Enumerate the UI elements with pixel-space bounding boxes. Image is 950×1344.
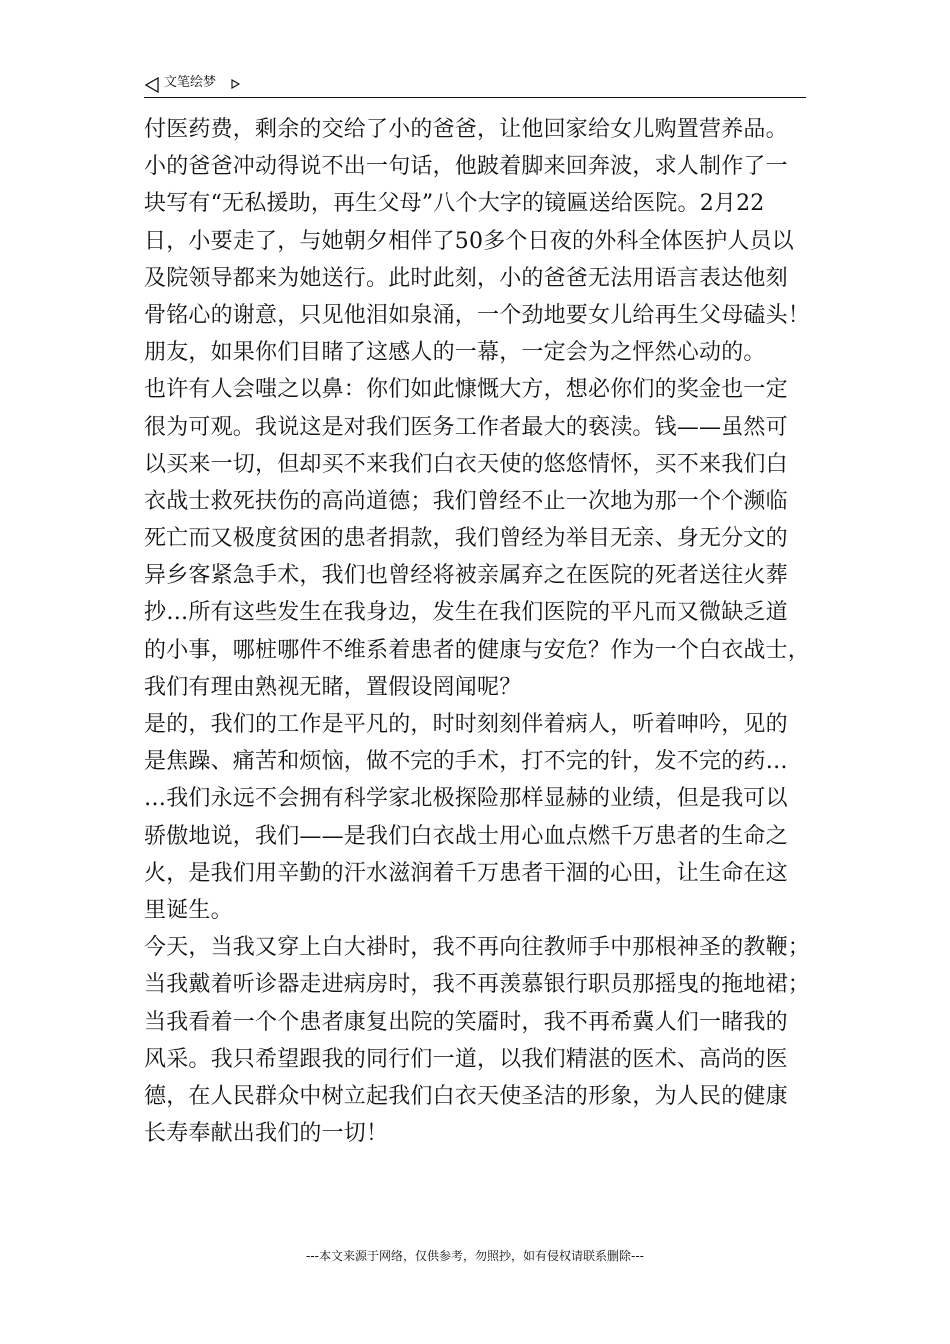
text-line: 当我看着一个个患者康复出院的笑靥时，我不再希冀人们一睹我的: [144, 1009, 788, 1035]
text-line: 我们有理由熟视无睹，置假设罔闻呢？: [144, 674, 522, 700]
text-line: 以买来一切，但却买不来我们白衣天使的悠悠情怀，买不来我们白: [144, 451, 788, 477]
text-line: 抄…所有这些发生在我身边，发生在我们医院的平凡而又微缺乏道: [144, 600, 788, 626]
text-line: 骄傲地说，我们——是我们白衣战士用心血点燃千万患者的生命之: [144, 823, 788, 849]
text-line: 衣战士救死扶伤的高尚道德；我们曾经不止一次地为那一个个濒临: [144, 488, 788, 514]
text-line: 很为可观。我说这是对我们医务工作者最大的亵渎。钱——虽然可: [144, 414, 788, 440]
header-divider: [144, 97, 806, 98]
text-line: 当我戴着听诊器走进病房时，我不再羡慕银行职员那摇曳的拖地裙；: [144, 972, 811, 998]
text-line: 小的爸爸冲动得说不出一句话，他跛着脚来回奔波，求人制作了一: [144, 154, 788, 180]
text-line: 及院领导都来为她送行。此时此刻，小的爸爸无法用语言表达他刻: [144, 265, 788, 291]
text-line: 的小事，哪桩哪件不维系着患者的健康与安危？作为一个白衣战士，: [144, 637, 811, 663]
text-line: 日，小要走了，与她朝夕相伴了50多个日夜的外科全体医护人员以: [144, 228, 794, 254]
text-line: 也许有人会嗤之以鼻：你们如此慷慨大方，想必你们的奖金也一定: [144, 377, 788, 403]
text-line: 是的，我们的工作是平凡的，时时刻刻伴着病人，听着呻吟，见的: [144, 712, 788, 737]
text-line: 今天，当我又穿上白大褂时，我不再向往教师手中那根神圣的教鞭；: [144, 935, 811, 961]
page-header: [144, 74, 806, 96]
footer-notice: ---本文来源于网络，仅供参考，勿照抄，如有侵权请联系删除---: [306, 1249, 644, 1263]
text-line: 朋友，如果你们目睹了这感人的一幕，一定会为之怦然心动的。: [144, 340, 766, 366]
text-line: 里诞生。: [144, 897, 233, 923]
text-line: 风采。我只希望跟我的同行们一道，以我们精湛的医术、高尚的医: [144, 1046, 788, 1072]
text-line: 异乡客紧急手术，我们也曾经将被亲属弃之在医院的死者送往火葬: [144, 563, 788, 589]
document-body: [144, 111, 811, 1152]
text-line: 付医药费，剩余的交给了小的爸爸，让他回家给女儿购置营养品。: [144, 117, 788, 142]
text-line: 长寿奉献出我们的一切！: [144, 1121, 389, 1147]
text-line: 块写有“无私援助，再生父母”八个大字的镜匾送给医院。2月22: [144, 191, 765, 217]
text-line: 火，是我们用辛勤的汗水滋润着千万患者干涸的心田，让生命在这: [144, 860, 788, 886]
text-line: 是焦躁、痛苦和烦恼，做不完的手术，打不完的针，发不完的药…: [144, 749, 788, 775]
text-line: 骨铭心的谢意，只见他泪如泉涌，一个劲地要女儿给再生父母磕头！: [144, 302, 811, 328]
header-brand: 文笔绘梦: [164, 75, 217, 90]
text-line: …我们永远不会拥有科学家北极探险那样显赫的业绩，但是我可以: [144, 786, 788, 812]
text-line: 死亡而又极度贫困的患者捐款，我们曾经为举目无亲、身无分文的: [144, 526, 788, 552]
text-line: 德，在人民群众中树立起我们白衣天使圣洁的形象，为人民的健康: [144, 1083, 788, 1109]
triangle-right-outline-icon: [231, 79, 241, 89]
